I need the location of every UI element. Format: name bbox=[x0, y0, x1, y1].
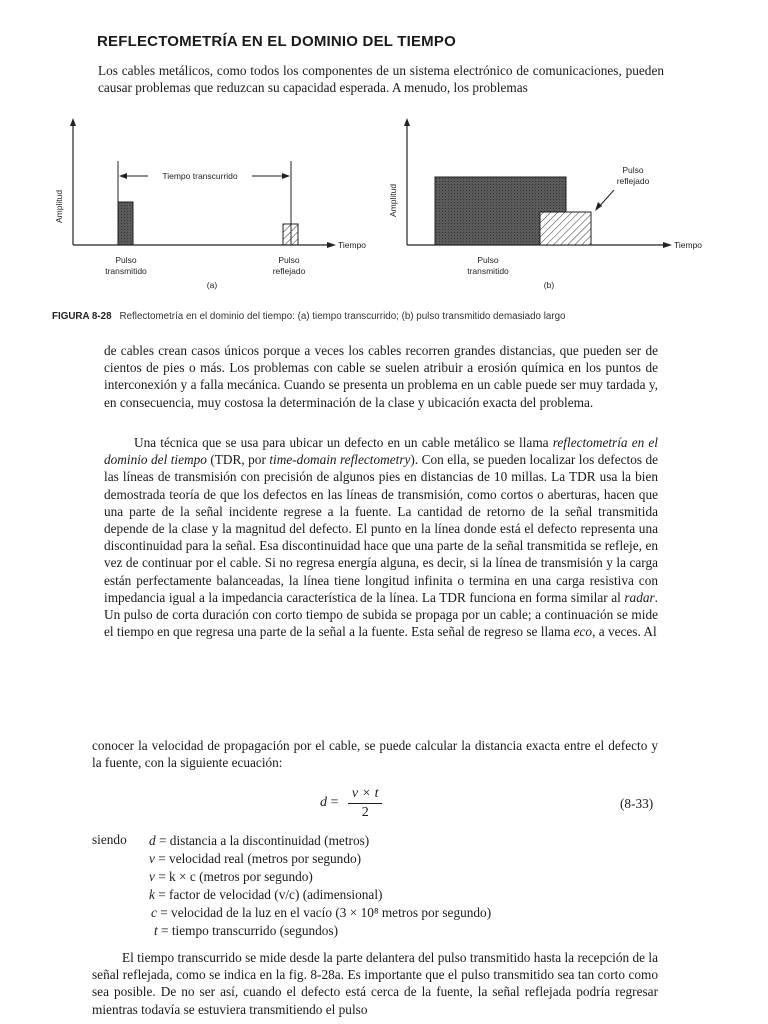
continuation-paragraph: de cables crean casos únicos porque a veces los cables recorren grandes distancias, que pueden ser de cientos de pies o más. Los problemas con cable se suelen atribuir a erosión química en los puntos de interconexión y a falla mecánica. Cuando se presenta un problema en un cable puede ser muy tardada y, en consecuencia, muy costosa la determinación de la clase y ubicación exacta del problema. bbox=[104, 343, 658, 410]
panel-b-tag: (b) bbox=[543, 280, 555, 290]
x-axis-arrow-b bbox=[663, 242, 672, 248]
tdr-text-1: Una técnica que se usa para ubicar un defecto en un cable metálico se llama bbox=[134, 435, 553, 450]
x-axis-arrow-a bbox=[327, 242, 336, 248]
tdr-paragraph bbox=[104, 434, 658, 640]
figure-8-28 bbox=[0, 105, 768, 305]
definition-v-kc bbox=[149, 868, 313, 885]
definition-t bbox=[154, 922, 338, 939]
reflected-pointer-arrow-b bbox=[595, 202, 602, 211]
y-axis-label-b: Amplitud bbox=[388, 183, 398, 217]
definition-symbol: k bbox=[149, 887, 155, 902]
equation-number: (8-33) bbox=[620, 796, 654, 811]
speed-paragraph: conocer la velocidad de propagación por el cable, se puede calcular la distancia exacta entre el defecto y la fuente, con la siguiente ecuación: bbox=[92, 738, 658, 771]
definition-symbol: t bbox=[154, 923, 158, 938]
equation-8-33 bbox=[320, 783, 382, 823]
definition-text: = velocidad real (metros por segundo) bbox=[154, 851, 362, 866]
figure-caption-text: Reflectometría en el dominio del tiempo: (a) tiempo transcurrido; (b) pulso transmitido demasiado largo bbox=[119, 311, 566, 322]
reflected-pulse-b bbox=[540, 212, 591, 245]
rx-label-b-1: Pulso bbox=[622, 165, 644, 175]
y-axis-arrow-b bbox=[404, 118, 410, 126]
last-paragraph: El tiempo transcurrido se mide desde la parte delantera del pulso transmitido hasta la recepción de la señal reflejada, como se indica en la fig. 8-28a. Es importante que el pulso transmitido sea tan corto como sea posible. De no ser así, cuando el defecto está cerca de la fuente, la señal reflejada podría regresar mientras todavía se estuviera transmitiendo el pulso bbox=[92, 950, 658, 1017]
rx-label-a-2: reflejado bbox=[272, 266, 306, 276]
elapsed-label: Tiempo transcurrido bbox=[162, 171, 238, 181]
panel-a bbox=[54, 118, 366, 290]
definition-symbol: v bbox=[149, 869, 155, 884]
panel-b bbox=[388, 118, 702, 290]
equation-denominator: 2 bbox=[361, 804, 369, 820]
tdr-text-3: ). Con ella, se pueden localizar los defectos de las líneas de transmisión con precisión de algunos pies en distancias de 10 millas. La TDR usa la bien demostrada teoría de que los defectos en las líneas de transmisión, como cortos o aberturas, hacen que una parte de la señal incidente regrese a la fuente. La cantidad de retorno de la señal transmitida depende de la clase y la magnitud del defecto. El punto en la línea donde está el defecto representa una discontinuidad para la señal. Esa discontinuidad hace que una parte de la señal transmitida se refleje, en vez de continuar por el cable. Si no regresa energía alguna, es decir, si la línea de transmisión y la carga están perfectamente balanceadas, la línea tiene longitud infinita o termina en una carga resistiva con impedancia igual a la impedancia característica de la línea. La TDR funciona en forma similar al bbox=[104, 452, 659, 605]
tdr-english-term: time-domain reflectometry bbox=[269, 452, 411, 468]
equation-fraction bbox=[348, 786, 383, 821]
definition-symbol: d bbox=[149, 833, 156, 848]
radar-term: radar bbox=[624, 589, 655, 605]
definition-c bbox=[151, 904, 491, 921]
definition-text: = distancia a la discontinuidad (metros) bbox=[155, 833, 370, 848]
equation-lhs: d bbox=[320, 795, 327, 810]
tdr-term: reflectometría en el dominio del tiempo bbox=[104, 435, 658, 468]
equation-equals: = bbox=[327, 795, 342, 810]
x-axis-label-b: Tiempo bbox=[674, 240, 703, 250]
tdr-text-5: , a veces. Al bbox=[592, 624, 657, 640]
x-axis-label-a: Tiempo bbox=[338, 240, 367, 250]
intro-paragraph: Los cables metálicos, como todos los componentes de un sistema electrónico de comunicaciones, pueden causar problemas que reduzcan su capacidad esperada. A menudo, los problemas bbox=[98, 63, 664, 96]
equation-numerator: v × t bbox=[348, 786, 383, 804]
elapsed-arrow-left bbox=[119, 173, 127, 179]
tdr-text-2: (TDR, por bbox=[206, 452, 270, 468]
figure-caption-label: FIGURA 8-28 bbox=[52, 311, 112, 322]
section-title: REFLECTOMETRÍA EN EL DOMINIO DEL TIEMPO bbox=[97, 33, 456, 50]
definition-symbol: c bbox=[151, 905, 157, 920]
tx-label-b-1: Pulso bbox=[477, 255, 499, 265]
panel-a-tag: (a) bbox=[206, 280, 218, 290]
reflected-pulse-a bbox=[283, 224, 298, 245]
definition-text: = velocidad de la luz en el vacío (3 × 10⁸ metros por segundo) bbox=[156, 905, 492, 920]
y-axis-arrow-a bbox=[70, 118, 76, 126]
elapsed-arrow-right bbox=[282, 173, 290, 179]
figure-caption bbox=[52, 311, 566, 322]
rx-label-a-1: Pulso bbox=[278, 255, 300, 265]
rx-label-b-2: reflejado bbox=[616, 176, 650, 186]
transmitted-pulse-a bbox=[118, 202, 133, 245]
definition-k bbox=[149, 886, 382, 903]
definition-d bbox=[149, 832, 369, 849]
tx-label-b-2: transmitido bbox=[467, 266, 509, 276]
definition-text: = tiempo transcurrido (segundos) bbox=[157, 923, 339, 938]
tx-label-a-1: Pulso bbox=[115, 255, 137, 265]
definition-text: = factor de velocidad (v/c) (adimensional) bbox=[154, 887, 383, 902]
tx-label-a-2: transmitido bbox=[105, 266, 147, 276]
definition-symbol: v bbox=[149, 851, 155, 866]
tdr-text-4: . Un pulso de corta duración con corto tiempo de subida se propaga por un cable; a continuación se mide el tiempo en que regresa una parte de la señal a la fuente. Esta señal de regreso se llama bbox=[104, 589, 658, 640]
eco-term: eco bbox=[573, 624, 593, 640]
definition-v bbox=[149, 850, 361, 867]
where-lead: siendo bbox=[92, 832, 127, 847]
y-axis-label-a: Amplitud bbox=[54, 189, 64, 223]
definition-text: = k × c (metros por segundo) bbox=[154, 869, 313, 884]
